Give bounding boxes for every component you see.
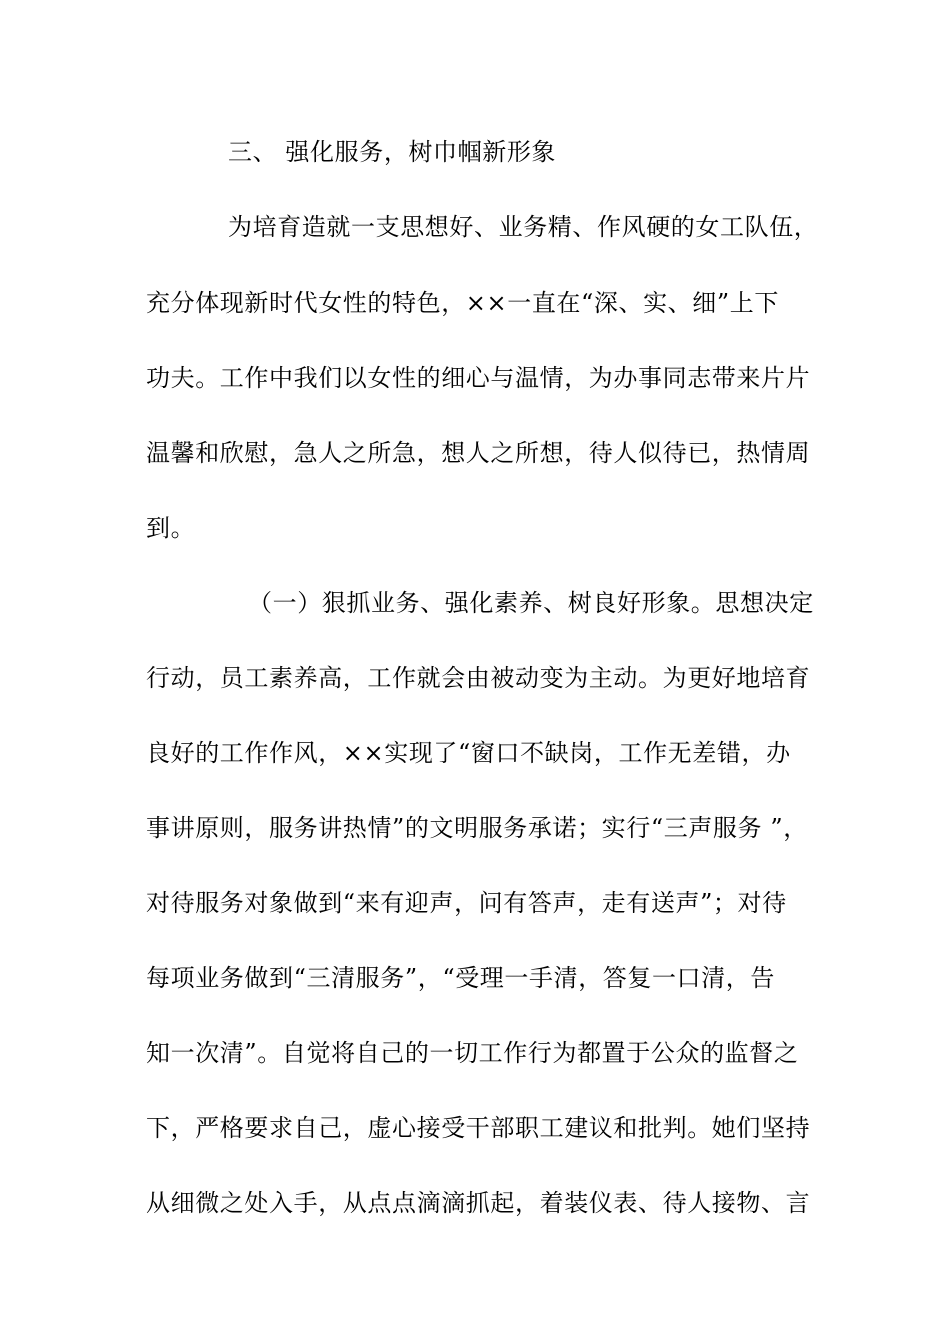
paragraph-line: （一）狠抓业务、强化素养、树良好形象。思想决定 — [248, 589, 814, 617]
paragraph-line: 行动，员工素养高，工作就会由被动变为主动。为更好地培育 — [146, 664, 811, 692]
paragraph-line: 从细微之处入手，从点点滴滴抓起，着装仪表、待人接物、言 — [146, 1189, 811, 1217]
paragraph-line: 功夫。工作中我们以女性的细心与温情，为办事同志带来片片 — [146, 364, 811, 392]
paragraph-line: 知一次清”。自觉将自己的一切工作行为都置于公众的监督之 — [146, 1039, 799, 1067]
paragraph-line: 下，严格要求自己，虚心接受干部职工建议和批判。她们坚持 — [146, 1114, 811, 1142]
section-heading: 三、 强化服务，树巾帼新形象 — [228, 138, 557, 166]
paragraph-line: 充分体现新时代女性的特色，××一直在“深、实、细”上下 — [146, 289, 779, 317]
paragraph-line: 为培育造就一支思想好、业务精、作风硬的女工队伍， — [228, 213, 819, 241]
paragraph-line: 对待服务对象做到“来有迎声，问有答声，走有送声”；对待 — [146, 889, 787, 917]
paragraph-line: 温馨和欣慰，急人之所急，想人之所想，待人似待已，热情周 — [146, 439, 811, 467]
paragraph-line: 事讲原则，服务讲热情”的文明服务承诺；实行“三声服务 ”， — [146, 814, 808, 842]
paragraph-line: 每项业务做到“三清服务”，“受理一手清，答复一口清，告 — [146, 964, 776, 992]
paragraph-line: 良好的工作作风，××实现了“窗口不缺岗，工作无差错，办 — [146, 739, 791, 767]
paragraph-line: 到。 — [146, 514, 196, 542]
